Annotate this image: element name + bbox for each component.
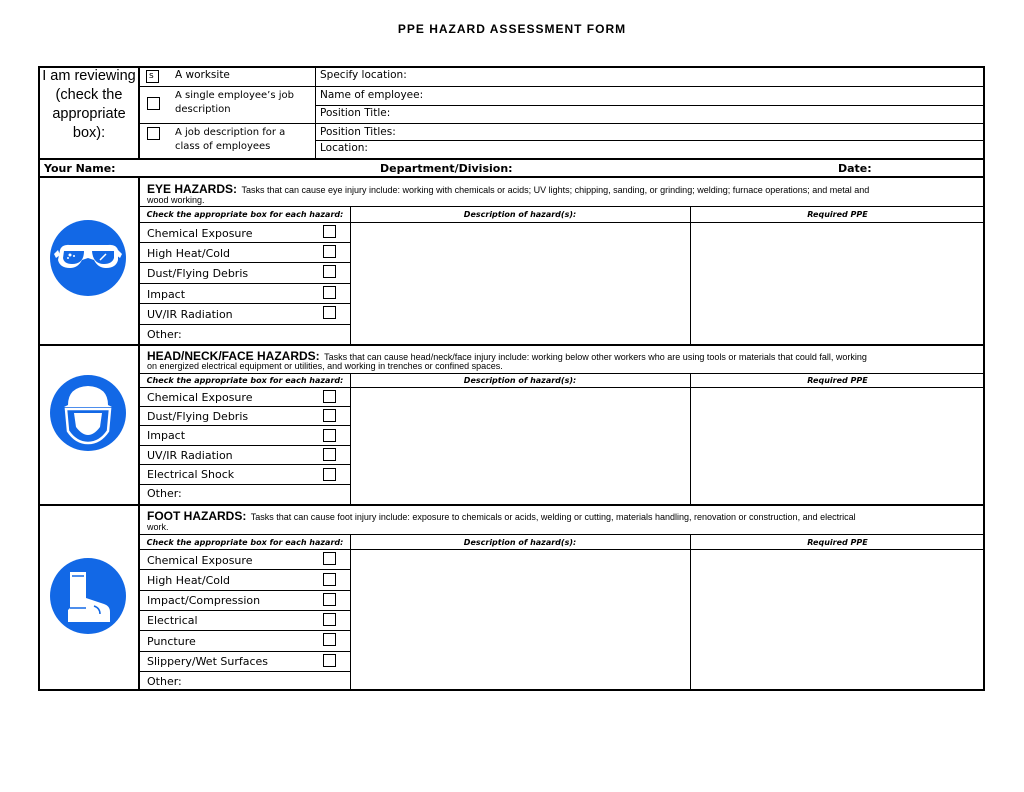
hazard-label: Dust/Flying Debris: [147, 267, 249, 280]
hazard-checkbox[interactable]: [323, 390, 336, 403]
divider: [138, 445, 350, 446]
other-field[interactable]: Other:: [147, 675, 182, 688]
divider: [38, 176, 985, 178]
position-titles-field[interactable]: Position Titles:: [320, 126, 396, 138]
divider: [138, 283, 350, 284]
eye-hazards-header: [147, 180, 982, 198]
eye-hazards-description-cont: wood working.: [147, 195, 205, 205]
hazard-checkbox[interactable]: [323, 286, 336, 299]
single-employee-checkbox[interactable]: [147, 97, 160, 110]
divider: [138, 262, 350, 263]
divider: [690, 206, 691, 344]
divider: [138, 630, 350, 631]
divider: [138, 534, 985, 535]
head-hazards-description: Tasks that can cause head/neck/face injury include: working below other workers who are using tools or materials that could fall, working: [324, 352, 867, 362]
single-employee-label: A single employee’s job description: [175, 90, 294, 115]
check-column-header: Check the appropriate box for each hazard:: [146, 538, 344, 547]
hazard-label: Chemical Exposure: [147, 227, 253, 240]
hazard-checkbox[interactable]: [323, 448, 336, 461]
hazard-label: Impact/Compression: [147, 594, 261, 607]
hard-hat-face-shield-icon: [50, 375, 126, 451]
divider: [138, 484, 350, 485]
hazard-checkbox[interactable]: [323, 573, 336, 586]
divider: [138, 206, 985, 207]
divider: [138, 569, 350, 570]
ppe-column-header: Required PPE: [807, 538, 868, 547]
divider: [138, 324, 350, 325]
class-of-employees-label: A job description for a class of employees: [175, 127, 286, 152]
divider: [138, 590, 350, 591]
form-title: PPE HAZARD ASSESSMENT FORM: [397, 22, 627, 36]
foot-hazards-description-cont: work.: [147, 522, 169, 532]
hazard-label: High Heat/Cold: [147, 574, 231, 587]
divider: [315, 140, 985, 141]
hazard-checkbox[interactable]: [323, 306, 336, 319]
safety-boot-icon: [50, 558, 126, 634]
other-field[interactable]: Other:: [147, 487, 182, 500]
divider: [138, 671, 350, 672]
your-name-field[interactable]: Your Name:: [44, 162, 116, 175]
location-field[interactable]: Location:: [320, 142, 368, 154]
head-hazards-title: HEAD/NECK/FACE HAZARDS:: [147, 349, 320, 363]
hazard-checkbox[interactable]: [323, 613, 336, 626]
hazard-label: UV/IR Radiation: [147, 308, 233, 321]
divider: [38, 504, 985, 506]
foot-hazards-header: [147, 507, 982, 525]
divider: [38, 344, 985, 346]
hazard-label: Impact: [147, 288, 186, 301]
divider: [138, 549, 985, 550]
divider: [138, 177, 140, 691]
hazard-checkbox[interactable]: [323, 633, 336, 646]
class-of-employees-checkbox[interactable]: [147, 127, 160, 140]
date-field[interactable]: Date:: [838, 162, 872, 175]
foot-hazards-description: Tasks that can cause foot injury include: exposure to chemicals or acids, welding or cutting, materials handling, renovation or construction, and electrical: [250, 512, 856, 522]
hazard-checkbox[interactable]: [323, 468, 336, 481]
worksite-label: A worksite: [175, 69, 230, 81]
other-field[interactable]: Other:: [147, 328, 182, 341]
divider: [138, 242, 350, 243]
hazard-checkbox[interactable]: [323, 429, 336, 442]
divider: [138, 303, 350, 304]
divider: [350, 534, 351, 691]
hazard-label: Chemical Exposure: [147, 391, 253, 404]
hazard-checkbox[interactable]: [323, 552, 336, 565]
divider: [138, 406, 350, 407]
worksite-checkbox[interactable]: s: [146, 70, 159, 83]
hazard-checkbox[interactable]: [323, 225, 336, 238]
hazard-label: High Heat/Cold: [147, 247, 231, 260]
hazard-label: Dust/Flying Debris: [147, 410, 249, 423]
divider: [138, 464, 350, 465]
hazard-checkbox[interactable]: [323, 409, 336, 422]
divider: [690, 373, 691, 504]
position-title-field[interactable]: Position Title:: [320, 107, 391, 119]
ppe-column-header: Required PPE: [807, 376, 868, 385]
description-column-header: Description of hazard(s):: [463, 210, 577, 219]
divider: [315, 66, 316, 159]
divider: [690, 534, 691, 691]
divider: [138, 373, 985, 374]
hazard-checkbox[interactable]: [323, 654, 336, 667]
divider: [138, 387, 985, 388]
divider: [38, 158, 985, 160]
hazard-label: Impact: [147, 429, 186, 442]
employee-name-field[interactable]: Name of employee:: [320, 89, 424, 101]
eye-hazards-title: EYE HAZARDS:: [147, 182, 238, 196]
check-column-header: Check the appropriate box for each hazard:: [146, 210, 344, 219]
divider: [138, 222, 985, 223]
hazard-checkbox[interactable]: [323, 245, 336, 258]
hazard-label: UV/IR Radiation: [147, 449, 233, 462]
divider: [138, 86, 985, 87]
hazard-label: Electrical Shock: [147, 468, 235, 481]
description-column-header: Description of hazard(s):: [463, 376, 577, 385]
reviewing-label: I am reviewing (check the appropriate box):: [42, 68, 136, 141]
specify-location-field[interactable]: Specify location:: [320, 69, 407, 81]
divider: [138, 123, 985, 124]
foot-hazards-title: FOOT HAZARDS:: [147, 509, 247, 523]
hazard-label: Chemical Exposure: [147, 554, 253, 567]
divider: [315, 105, 985, 106]
hazard-checkbox[interactable]: [323, 593, 336, 606]
hazard-label: Puncture: [147, 635, 196, 648]
safety-glasses-icon: [50, 220, 126, 296]
hazard-label: Electrical: [147, 614, 198, 627]
divider: [138, 610, 350, 611]
description-column-header: Description of hazard(s):: [463, 538, 577, 547]
hazard-checkbox[interactable]: [323, 265, 336, 278]
divider: [138, 651, 350, 652]
ppe-column-header: Required PPE: [807, 210, 868, 219]
department-field[interactable]: Department/Division:: [380, 162, 513, 175]
head-hazards-description-cont: on energized electrical equipment or utilities, and working in trenches or confined spaces.: [147, 361, 503, 371]
divider: [350, 373, 351, 504]
divider: [350, 206, 351, 344]
divider: [138, 425, 350, 426]
divider: [138, 66, 140, 159]
hazard-label: Slippery/Wet Surfaces: [147, 655, 269, 668]
eye-hazards-description: Tasks that can cause eye injury include: working with chemicals or acids; UV lights; chipping, sanding, or grinding; welding; furnace operations; and metal and: [241, 185, 870, 195]
check-column-header: Check the appropriate box for each hazard:: [146, 376, 344, 385]
